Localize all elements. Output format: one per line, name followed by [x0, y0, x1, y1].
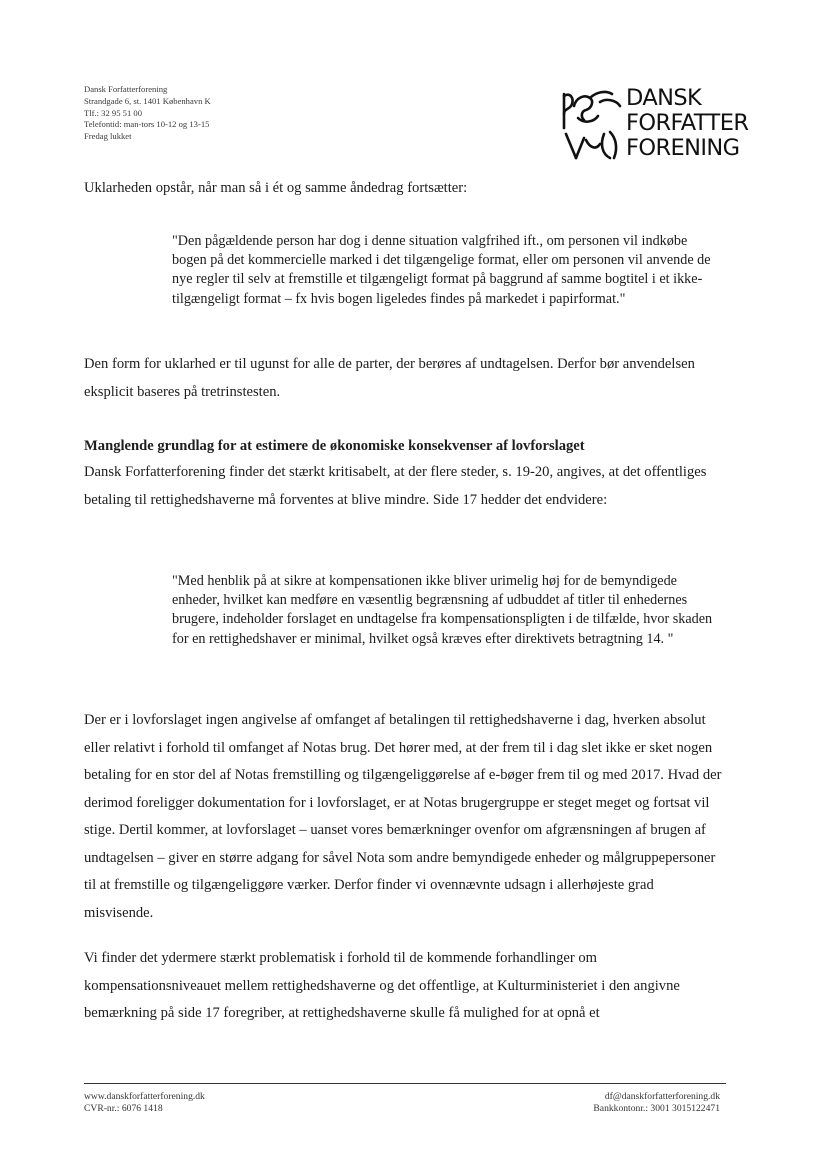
email-link[interactable]: df@danskforfatterforening.dk — [604, 1091, 720, 1102]
cvr-number: CVR-nr.: 6076 1418 — [84, 1102, 163, 1114]
logo-word: FORFATTER — [626, 110, 749, 136]
footer-divider — [84, 1083, 726, 1084]
paragraph-problematisk: Vi finder det ydermere stærkt problematisk i forhold til de kommende forhandlinger om kompensationsniveauet mellem rettighedshaverne og det offentlige, at Kulturministeriet i den angivne bemærkning på side 17 foregriber, at rettighedshaverne skulle få mulighed for at opnå et — [84, 950, 680, 1021]
address-line: Fredag lukket — [84, 131, 132, 142]
paragraph-uklarhed: Den form for uklarhed er til ugunst for alle de parter, der berøres af undtagelsen. Derfor bør anvendelsen eksplicit baseres på tretrinstesten. — [84, 356, 695, 400]
bank-account: Bankkontonr.: 3001 3015122471 — [593, 1102, 720, 1114]
block-quote-2: "Med henblik på at sikre at kompensationen ikke bliver urimelig høj for de bemyndigede enheder, hvilket kan medføre en væsentlig begrænsning af udbuddet af titler til enhedernes brugere, indeholder forslaget en undtagelse fra kompensationspligten i de tilfælde, hvor skaden for en rettighedshaver er minimal, hvilket også kræves efter direktivets betragtning 14. " — [172, 573, 713, 647]
footer-left — [84, 1091, 205, 1114]
paragraph-lovforslag: Der er i lovforslaget ingen angivelse af omfanget af betalingen til rettighedshaverne i dag, hverken absolut eller relativt i forhold til omfanget af Notas brug. Det hører med, at der frem til i dag slet ikke er sket nogen betaling for en stor del af Notas fremstilling og tilgængeliggørelse af e-bøger frem til og med 2017. Hvad der derimod foreligger dokumentation for i lovforslaget, er at Notas brugergruppe er steget meget og fortsat vil stige. Dertil kommer, at lovforslaget – uanset vores bemærkninger ovenfor om afgrænsningen af brugen af undtagelsen – giver en større adgang for såvel Nota som andre bemyndigede enheder og målgruppepersoner til at fremstille og tilgængeliggøre værker. Derfor finder vi ovennævnte udsagn i allerhøjeste grad misvisende. — [84, 712, 722, 921]
organization-logo — [560, 86, 770, 166]
address-line: Tlf.: 32 95 51 00 — [84, 107, 143, 118]
intro-paragraph: Uklarheden opstår, når man så i ét og samme åndedrag fortsætter: — [84, 180, 468, 196]
section-heading: Manglende grundlag for at estimere de økonomiske konsekvenser af lovforslaget — [84, 438, 585, 454]
sender-address — [84, 84, 344, 143]
logo-word: DANSK — [626, 85, 702, 111]
address-line: Dansk Forfatterforening — [84, 84, 168, 94]
address-line: Strandgade 6, st. 1401 København K — [84, 95, 211, 106]
horse-figure-logo-icon — [560, 88, 624, 162]
logo-word: FORENING — [626, 135, 740, 161]
website-link[interactable]: www.danskforfatterforening.dk — [84, 1091, 205, 1102]
block-quote-1: "Den pågældende person har dog i denne situation valgfrihed ift., om personen vil indkøbe bogen på det kommercielle marked i det tilgængelige format, eller om personen vil anvende de nye regler til selv at fremstille et tilgængeligt format på baggrund af samme bogtitel i et ikke-tilgængeligt format – fx hvis bogen ligeledes findes på markedet i papirformat." — [172, 233, 711, 307]
address-line: Telefontid: man-tors 10-12 og 13-15 — [84, 119, 210, 130]
logo-wordmark — [626, 86, 748, 161]
footer-right — [520, 1091, 720, 1114]
paragraph-kritik: Dansk Forfatterforening finder det stærkt kritisabelt, at der flere steder, s. 19-20, angives, at det offentliges betaling til rettighedshaverne må forventes at blive mindre. Side 17 hedder det endvidere: — [84, 464, 707, 508]
